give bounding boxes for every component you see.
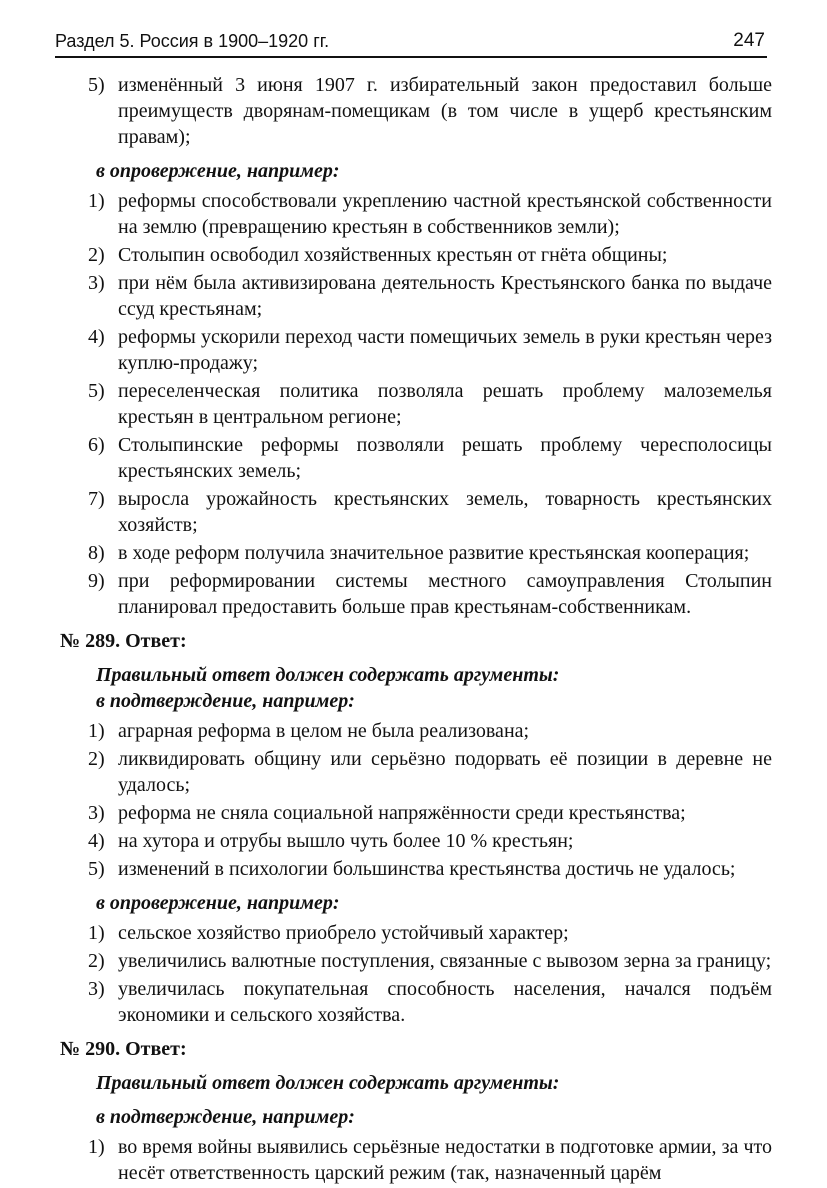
answer-290-title: № 290. Ответ: xyxy=(60,1038,187,1060)
list-item: 1) сельское хозяйство приобрело устойчивый характер; xyxy=(88,922,569,944)
list-item: 2) увеличились валютные поступления, связанные с вывозом зерна за границу; xyxy=(88,950,772,972)
list-item: 9) при реформировании системы местного самоуправления Столыпин планировал предоставить больше прав крестьянам-собственникам. xyxy=(88,570,772,618)
list-item: 4) реформы ускорили переход части помещичьих земель в руки крестьян через куплю-продажу; xyxy=(88,326,772,374)
list-item: 2) ликвидировать общину или серьёзно подорвать её позиции в деревне не удалось; xyxy=(88,748,772,796)
list-confirm-289 xyxy=(60,718,772,882)
section-title: Раздел 5. Россия в 1900–1920 гг. xyxy=(55,31,330,51)
answer-289-heading: Правильный ответ должен содержать аргументы: xyxy=(96,664,560,686)
confirm-label: в подтверждение, например: xyxy=(96,690,355,712)
list-item: 2) Столыпин освободил хозяйственных крестьян от гнёта общины; xyxy=(88,244,668,266)
confirm-label: в подтверждение, например: xyxy=(96,1106,355,1128)
answer-290-heading: Правильный ответ должен содержать аргументы: xyxy=(96,1072,560,1094)
list-confirm-290 xyxy=(60,1134,772,1186)
list-item: 1) аграрная реформа в целом не была реализована; xyxy=(88,720,530,742)
list-item: 5) переселенческая политика позволяла решать проблему малоземелья крестьян в центральном регионе; xyxy=(88,380,772,428)
list-item: 8) в ходе реформ получила значительное развитие крестьянская кооперация; xyxy=(88,542,750,564)
page-content xyxy=(60,72,772,1188)
list-item: 4) на хутора и отрубы вышло чуть более 10 % крестьян; xyxy=(88,830,574,852)
list-item: 3) при нём была активизирована деятельность Крестьянского банка по выдаче ссуд крестьянам; xyxy=(88,272,772,320)
list-item: 3) реформа не сняла социальной напряжённости среди крестьянства; xyxy=(88,802,686,824)
list-item: 6) Столыпинские реформы позволяли решать проблему чересполосицы крестьянских земель; xyxy=(88,434,772,482)
list-item: 7) выросла урожайность крестьянских земель, товарность крестьянских хозяйств; xyxy=(88,488,772,536)
list-block0 xyxy=(60,72,772,150)
refute-label: в опровержение, например: xyxy=(96,160,340,182)
refute-label: в опровержение, например: xyxy=(96,892,340,914)
list-refute-289 xyxy=(60,920,772,1028)
page-number: 247 xyxy=(733,30,765,51)
page-header xyxy=(55,28,767,58)
list-item: 5) изменённый 3 июня 1907 г. избирательный закон предоставил больше преимуществ дворянам-помещикам (в том числе в ущерб крестьянским правам); xyxy=(88,74,772,148)
answer-289-title: № 289. Ответ: xyxy=(60,630,187,652)
list-item: 3) увеличилась покупательная способность населения, начался подъём экономики и сельского хозяйства. xyxy=(88,978,772,1026)
list-refute-288 xyxy=(60,188,772,620)
list-item: 1) во время войны выявились серьёзные недостатки в подготовке армии, за что несёт ответственность царский режим (так, назначенный царём xyxy=(88,1136,772,1184)
list-item: 1) реформы способствовали укреплению частной крестьянской собственности на землю (превращению крестьян в собственников земли); xyxy=(88,190,772,238)
list-item: 5) изменений в психологии большинства крестьянства достичь не удалось; xyxy=(88,858,736,880)
